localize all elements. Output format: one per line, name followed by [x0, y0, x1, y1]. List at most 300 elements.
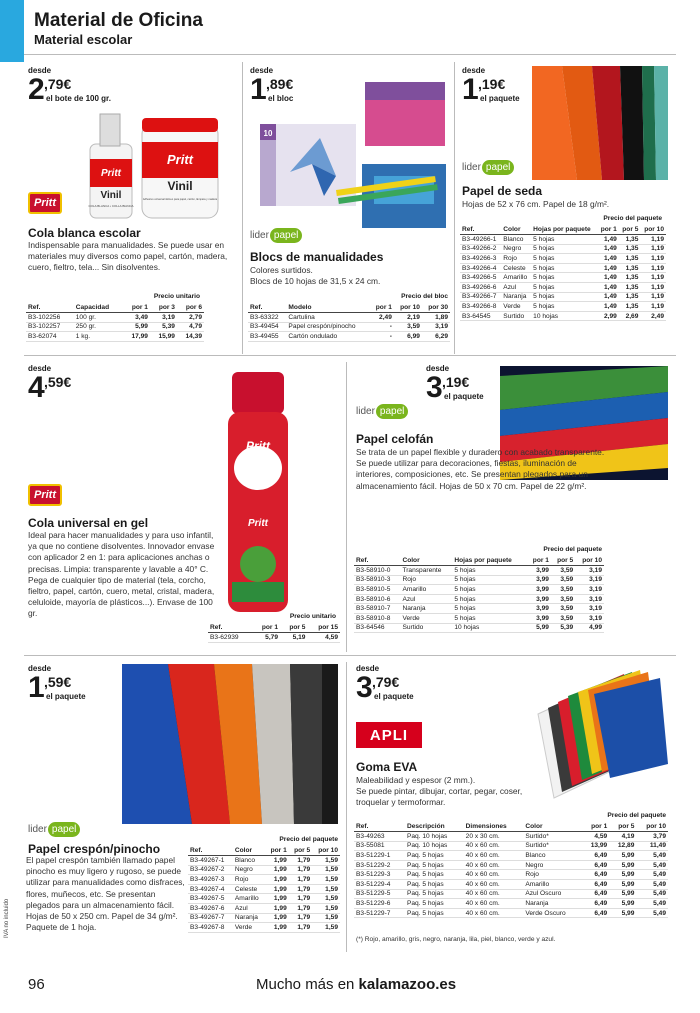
table-cell: Celeste — [501, 263, 531, 273]
pritt-vinil-product-image — [70, 104, 230, 224]
table-row — [248, 322, 450, 332]
product-description: Colores surtidos. Blocs de 10 hojas de 31,5 x 24 cm. — [250, 265, 381, 287]
table-cell: - — [370, 332, 394, 342]
table-cell: B3-62074 — [26, 332, 74, 342]
table-cell: 2,49 — [370, 313, 394, 323]
table-cell: 5,49 — [636, 908, 668, 918]
product-description: Hojas de 52 x 76 cm. Papel de 18 g/m². — [462, 199, 610, 209]
column-header: por 1 — [597, 225, 619, 235]
table-cell: 3,99 — [527, 604, 551, 614]
divider — [24, 355, 676, 356]
table-row — [460, 311, 666, 321]
table-cell: 250 gr. — [74, 322, 123, 332]
price-suffix: el paquete — [46, 692, 86, 701]
table-cell: 10 hojas — [531, 311, 597, 321]
column-header: Ref. — [248, 303, 286, 313]
table-cell: 1,99 — [265, 884, 288, 894]
table-cell: 4,99 — [575, 623, 604, 633]
divider — [346, 662, 347, 952]
pritt-logo: Pritt — [28, 192, 62, 214]
table-row — [188, 913, 340, 923]
table-row — [188, 904, 340, 914]
table-cell: 5,99 — [609, 851, 636, 861]
table-row — [26, 322, 204, 332]
table-cell: 3,59 — [551, 585, 575, 595]
pritt-logo: Pritt — [28, 484, 62, 506]
table-cell: 1,99 — [265, 923, 288, 933]
column-header: por 1 — [265, 846, 288, 856]
table-row — [188, 856, 340, 866]
table-cell: 4,59 — [582, 832, 609, 842]
column-header: Color — [233, 846, 265, 856]
table-cell: B3-62939 — [208, 633, 253, 643]
table-cell: B3-51229-6 — [354, 899, 405, 909]
table-cell: 1,59 — [312, 865, 340, 875]
table-cell: Rojo — [400, 575, 452, 585]
table-header-row — [26, 303, 204, 313]
price-dec: ,59€ — [44, 674, 72, 690]
product-crespon — [28, 664, 128, 707]
table-cell: 1,59 — [312, 875, 340, 885]
table-cell: Celeste — [233, 884, 265, 894]
gel-brand: Pritt — [246, 439, 270, 453]
table-cell: 5,49 — [636, 860, 668, 870]
table-cell: 5,49 — [636, 899, 668, 909]
column-header: por 1 — [370, 303, 394, 313]
liderpapel-logo: lider papel — [28, 822, 80, 837]
product-cola-universal — [28, 364, 118, 407]
table-cell: 6,49 — [582, 889, 609, 899]
column-header: Capacidad — [74, 303, 123, 313]
table-cell: B3-49266-7 — [460, 292, 501, 302]
table-cell: Rojo — [523, 870, 582, 880]
table-row — [248, 332, 450, 342]
table-cell: 40 x 60 cm. — [464, 851, 524, 861]
table-cell: Negro — [501, 244, 531, 254]
column-header: por 1 — [123, 303, 150, 313]
desde-label: desde — [426, 364, 450, 373]
column-header: por 5 — [280, 623, 307, 633]
table-cell: 3,19 — [575, 614, 604, 624]
table-cell: 1,59 — [312, 884, 340, 894]
table-cell: B3-51229-5 — [354, 889, 405, 899]
jar-sub: Adhesivo universal idóneo para papel, cartón, lámpara y madera — [142, 198, 218, 201]
column-header: por 1 — [527, 556, 551, 566]
table-row — [354, 860, 668, 870]
table-cell: 5 hojas — [452, 614, 526, 624]
table-header-row — [354, 822, 668, 832]
column-header: por 1 — [582, 822, 609, 832]
table-cell: 5,79 — [253, 633, 280, 643]
table-cell: 5,99 — [609, 860, 636, 870]
table-row — [460, 254, 666, 264]
table-row — [188, 884, 340, 894]
table-cell: B3-51229-2 — [354, 860, 405, 870]
table-row — [354, 851, 668, 861]
table-cell: Cartulina — [286, 313, 370, 323]
table-cell: 13,99 — [582, 841, 609, 851]
table-cell: Paq. 10 hojas — [405, 841, 464, 851]
price — [356, 673, 456, 707]
table-cell: 2,49 — [640, 311, 666, 321]
table-cell: 2,69 — [619, 311, 641, 321]
table-cell: Azul Oscuro — [523, 889, 582, 899]
price-suffix: el bote de 100 gr. — [46, 94, 111, 103]
column-header: por 10 — [575, 556, 604, 566]
column-header: por 15 — [307, 623, 340, 633]
table-cell: 5 hojas — [531, 254, 597, 264]
column-header: Modelo — [286, 303, 370, 313]
column-header: Ref. — [354, 556, 400, 566]
tube-label: Vinil — [100, 190, 122, 201]
table-cell: 5 hojas — [452, 566, 526, 576]
table-cell: B3-49266-4 — [460, 263, 501, 273]
table-cell: Paq. 10 hojas — [405, 832, 464, 842]
desde-label: desde — [28, 664, 52, 673]
table-cell: 40 x 60 cm. — [464, 860, 524, 870]
column-header: por 10 — [636, 822, 668, 832]
table-cell: 5 hojas — [452, 604, 526, 614]
table-cell: Naranja — [523, 899, 582, 909]
pritt-gel-product-image — [218, 368, 298, 620]
column-header: Ref. — [26, 303, 74, 313]
table-cell: 6,49 — [582, 860, 609, 870]
table-row — [354, 623, 604, 633]
table-cell: Amarillo — [233, 894, 265, 904]
table-cell: Verde — [233, 923, 265, 933]
table-cell: 6,49 — [582, 880, 609, 890]
table-row — [354, 908, 668, 918]
table-cell: Paq. 5 hojas — [405, 870, 464, 880]
price-suffix: el paquete — [444, 392, 484, 401]
table-cell: 1,19 — [640, 283, 666, 293]
table-row — [354, 899, 668, 909]
table-cell: 1,19 — [640, 292, 666, 302]
table-cell: 6,49 — [582, 908, 609, 918]
table-cell: 40 x 60 cm. — [464, 841, 524, 851]
table-cell: 1,19 — [640, 254, 666, 264]
table-cell: B3-49267-7 — [188, 913, 233, 923]
table-cell: 3,99 — [527, 566, 551, 576]
product-title: Papel crespón/pinocho — [28, 842, 161, 856]
table-row — [354, 870, 668, 880]
table-cell: Blanco — [523, 851, 582, 861]
table-cell: 40 x 60 cm. — [464, 880, 524, 890]
column-header: por 10 — [394, 303, 422, 313]
price-int: 1 — [462, 73, 478, 106]
table-cell: 3,59 — [394, 322, 422, 332]
table-cell: 1,49 — [597, 244, 619, 254]
table-cell: B3-49267-3 — [188, 875, 233, 885]
price-dec: ,59€ — [44, 374, 72, 390]
table-cell: B3-49266-5 — [460, 273, 501, 283]
table-cell: 1,99 — [265, 894, 288, 904]
table-cell: 5,39 — [551, 623, 575, 633]
table-cell: 1,79 — [289, 904, 312, 914]
product-cola-blanca — [28, 66, 228, 109]
table-cell: 5 hojas — [531, 283, 597, 293]
column-header: Ref. — [188, 846, 233, 856]
header-divider — [24, 54, 676, 55]
table-cell: 5 hojas — [531, 263, 597, 273]
price-dec: ,79€ — [372, 674, 400, 690]
table-cell: 1,89 — [422, 313, 450, 323]
table-cell: 1,35 — [619, 254, 641, 264]
column-header: Ref. — [354, 822, 405, 832]
table-cell: 3,59 — [551, 575, 575, 585]
table-cell: 5 hojas — [452, 594, 526, 604]
price-table — [248, 303, 450, 342]
table-cell: 40 x 60 cm. — [464, 899, 524, 909]
table-row — [460, 273, 666, 283]
table-cell: Paq. 5 hojas — [405, 899, 464, 909]
table-cell: 6,49 — [582, 870, 609, 880]
table-caption: Precio del bloc — [401, 293, 448, 300]
table-cell: Paq. 5 hojas — [405, 908, 464, 918]
table-cell: Paq. 5 hojas — [405, 851, 464, 861]
table-cell: B3-51229-3 — [354, 870, 405, 880]
desde-label: desde — [250, 66, 274, 75]
table-cell: Verde Oscuro — [523, 908, 582, 918]
table-cell: 3,59 — [551, 614, 575, 624]
table-cell: 1,79 — [289, 884, 312, 894]
product-title: Papel celofán — [356, 432, 434, 446]
table-cell: B3-49267-8 — [188, 923, 233, 933]
price-int: 3 — [356, 671, 372, 704]
table-cell: Rojo — [501, 254, 531, 264]
table-row — [248, 313, 450, 323]
table-row — [354, 604, 604, 614]
liderpapel-logo: lider papel — [356, 404, 408, 419]
table-cell: 5,19 — [280, 633, 307, 643]
table-cell: 5 hojas — [531, 235, 597, 245]
table-cell: B3-49266-2 — [460, 244, 501, 254]
table-cell: 1,35 — [619, 302, 641, 312]
section-tab — [0, 0, 24, 62]
column-header: por 10 — [312, 846, 340, 856]
table-cell: 1,79 — [289, 865, 312, 875]
tube-sub: COLA BLANCA • COLLA BIANCA — [88, 204, 134, 208]
tube-brand: Pritt — [101, 168, 121, 179]
table-cell: 1,49 — [597, 254, 619, 264]
divider — [242, 62, 243, 354]
table-cell: Azul — [233, 904, 265, 914]
table-cell: 3,99 — [527, 614, 551, 624]
table-cell: 12,89 — [609, 841, 636, 851]
price-int: 2 — [28, 73, 44, 106]
table-cell: Paq. 5 hojas — [405, 880, 464, 890]
product-title: Cola blanca escolar — [28, 226, 141, 240]
divider — [346, 362, 347, 652]
table-cell: Azul — [501, 283, 531, 293]
table-cell: B3-58910-0 — [354, 566, 400, 576]
table-cell: B3-49267-4 — [188, 884, 233, 894]
table-row — [354, 889, 668, 899]
table-cell: B3-102257 — [26, 322, 74, 332]
table-cell: 15,99 — [150, 332, 177, 342]
table-cell: 1,35 — [619, 292, 641, 302]
price — [462, 75, 532, 109]
bloc-sheet-count: 10 — [263, 129, 273, 138]
product-title: Papel de seda — [462, 184, 543, 198]
table-row — [188, 875, 340, 885]
table-cell: B3-58910-7 — [354, 604, 400, 614]
table-cell: B3-49267-6 — [188, 904, 233, 914]
table-cell: 1,79 — [289, 856, 312, 866]
table-cell: 11,49 — [636, 841, 668, 851]
table-cell: 3,99 — [527, 594, 551, 604]
table-cell: Paq. 5 hojas — [405, 889, 464, 899]
table-cell: 1,59 — [312, 904, 340, 914]
table-cell: 1,99 — [265, 875, 288, 885]
price-int: 3 — [426, 371, 442, 404]
table-cell: B3-51229-4 — [354, 880, 405, 890]
table-cell: Surtido — [400, 623, 452, 633]
page-number: 96 — [28, 976, 45, 993]
table-cell: 3,19 — [575, 585, 604, 595]
column-header: Color — [523, 822, 582, 832]
table-cell: 100 gr. — [74, 313, 123, 323]
table-cell: 1,59 — [312, 913, 340, 923]
liderpapel-logo: lider papel — [462, 160, 514, 175]
table-cell: 17,99 — [123, 332, 150, 342]
price-table — [354, 556, 604, 633]
table-row — [460, 302, 666, 312]
table-cell: 40 x 60 cm. — [464, 908, 524, 918]
column-header: por 5 — [609, 822, 636, 832]
column-header: Hojas por paquete — [531, 225, 597, 235]
table-cell: B3-49454 — [248, 322, 286, 332]
price-dec: ,19€ — [478, 76, 506, 92]
product-goma-eva — [356, 664, 456, 707]
table-cell: B3-55081 — [354, 841, 405, 851]
page-title: Material de Oficina — [34, 10, 203, 31]
product-title: Blocs de manualidades — [250, 250, 384, 264]
table-cell: B3-63322 — [248, 313, 286, 323]
table-cell: Negro — [523, 860, 582, 870]
table-cell: Verde — [400, 614, 452, 624]
table-cell: 5,49 — [636, 870, 668, 880]
footer-link[interactable]: Mucho más en kalamazoo.es — [256, 976, 457, 993]
price-table — [208, 623, 340, 643]
column-header: Color — [501, 225, 531, 235]
column-header: por 30 — [422, 303, 450, 313]
table-cell: 4,19 — [609, 832, 636, 842]
table-cell: B3-49267-1 — [188, 856, 233, 866]
product-title: Cola universal en gel — [28, 516, 149, 530]
table-cell: 5 hojas — [531, 244, 597, 254]
table-cell: 6,49 — [582, 899, 609, 909]
table-row — [26, 313, 204, 323]
table-cell: Negro — [233, 865, 265, 875]
column-header: por 1 — [253, 623, 280, 633]
footnote: (*) Rojo, amarillo, gris, negro, naranja, lila, piel, blanco, verde y azul. — [356, 936, 556, 943]
table-row — [188, 894, 340, 904]
table-cell: 5,99 — [609, 870, 636, 880]
table-cell: 5,39 — [150, 322, 177, 332]
table-header-row — [460, 225, 666, 235]
table-cell: 5,49 — [636, 851, 668, 861]
table-cell: B3-49266-1 — [460, 235, 501, 245]
apli-logo: APLI — [356, 722, 422, 748]
table-cell: 14,39 — [177, 332, 204, 342]
table-cell: 5,49 — [636, 889, 668, 899]
blocs-product-image — [250, 80, 450, 240]
table-cell: Rojo — [233, 875, 265, 885]
table-cell: Amarillo — [523, 880, 582, 890]
divider — [454, 62, 455, 354]
table-row — [354, 832, 668, 842]
table-cell: 1 kg. — [74, 332, 123, 342]
table-cell: 1,19 — [640, 235, 666, 245]
table-cell: 5,99 — [609, 908, 636, 918]
table-header-row — [188, 846, 340, 856]
table-cell: 5,99 — [609, 880, 636, 890]
table-cell: Surtido — [501, 311, 531, 321]
table-cell: 5 hojas — [531, 302, 597, 312]
table-cell: 1,35 — [619, 235, 641, 245]
table-cell: Surtido* — [523, 841, 582, 851]
table-cell: B3-49266-8 — [460, 302, 501, 312]
table-cell: 1,99 — [265, 856, 288, 866]
table-header-row — [354, 556, 604, 566]
table-cell: 1,19 — [640, 244, 666, 254]
table-cell: B3-64546 — [354, 623, 400, 633]
table-cell: - — [370, 322, 394, 332]
table-row — [354, 614, 604, 624]
table-cell: B3-49455 — [248, 332, 286, 342]
table-cell: 1,49 — [597, 263, 619, 273]
product-description: Maleabilidad y espesor (2 mm.). Se puede pintar, dibujar, cortar, pegar, coser, troquelar y termoformar. — [356, 775, 523, 808]
table-cell: 6,49 — [582, 851, 609, 861]
product-description: Ideal para hacer manualidades y para uso infantil, ya que no contiene disolventes. Innovador envase con aplicador 2 en 1: para aplicaciones anchas o precisas. Limpia: transparente y lavable a 40° C. Pega de cualquier tipo de material (tela, corcho, fieltro, papel, cartón, cuero, metal, cristal, madera, celuloide, mayoría de plásticos...). Envase de 100 gr. — [28, 530, 215, 619]
table-cell: 1,35 — [619, 263, 641, 273]
table-cell: 5,49 — [636, 880, 668, 890]
table-cell: 1,35 — [619, 244, 641, 254]
table-cell: 1,59 — [312, 894, 340, 904]
product-description: Se trata de un papel flexible y duradero con acabado transparente. Se puede utilizar para decoraciones, fiestas, iluminación de interiores, composiciones, etc. Se presentan plegados para un almacenamiento fácil. Hojas de 50 x 70 cm. Papel de 22 g/m². — [356, 447, 605, 491]
price-table — [354, 822, 668, 918]
table-cell: B3-58910-8 — [354, 614, 400, 624]
table-cell: 1,49 — [597, 302, 619, 312]
table-row — [354, 585, 604, 595]
table-cell: 40 x 60 cm. — [464, 889, 524, 899]
table-row — [188, 865, 340, 875]
table-row — [208, 633, 340, 643]
jar-brand: Pritt — [167, 152, 193, 167]
table-cell: 4,59 — [307, 633, 340, 643]
table-row — [354, 841, 668, 851]
table-cell: 6,29 — [422, 332, 450, 342]
table-cell: 3,99 — [527, 585, 551, 595]
price — [28, 673, 128, 707]
table-cell: 3,49 — [123, 313, 150, 323]
table-cell: Surtido* — [523, 832, 582, 842]
page-subtitle: Material escolar — [34, 32, 133, 47]
table-cell: 1,19 — [640, 302, 666, 312]
table-cell: 1,59 — [312, 856, 340, 866]
table-row — [460, 283, 666, 293]
table-row — [460, 235, 666, 245]
table-caption: Precio del paquete — [543, 546, 602, 553]
table-cell: 3,79 — [636, 832, 668, 842]
table-cell: B3-64545 — [460, 311, 501, 321]
column-header: Ref. — [460, 225, 501, 235]
table-row — [354, 575, 604, 585]
iva-note: IVA no incluido — [4, 898, 10, 938]
column-header: Descripción — [405, 822, 464, 832]
table-cell: Amarillo — [400, 585, 452, 595]
